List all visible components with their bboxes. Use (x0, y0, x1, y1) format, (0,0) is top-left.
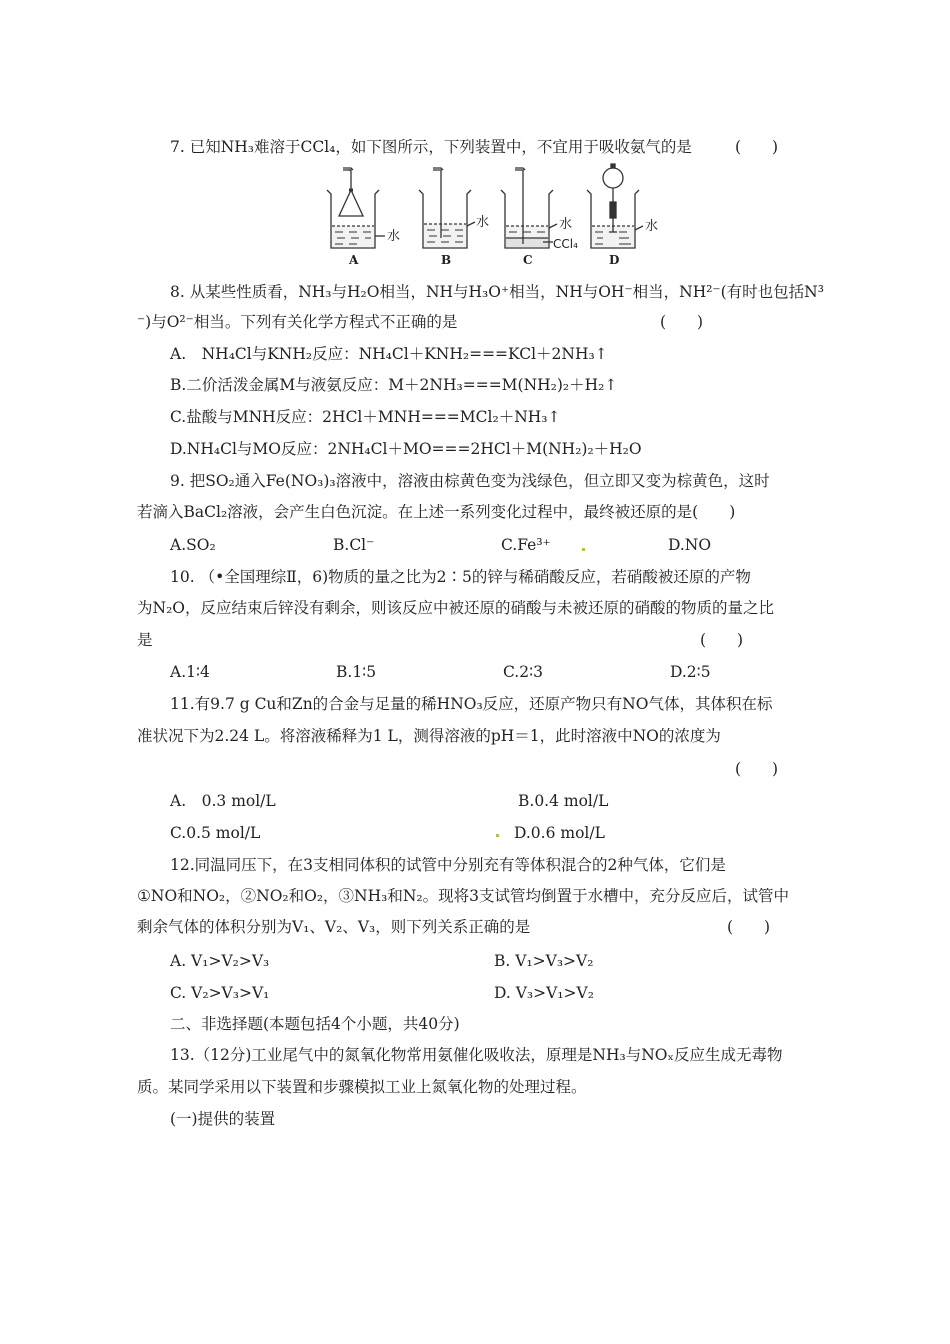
q10-option-c: C.2∶3 (503, 663, 543, 681)
q8-stem-line2: ⁻)与O²⁻相当。下列有关化学方程式不正确的是 (137, 313, 458, 331)
q7-apparatus-figure (315, 160, 675, 272)
q8-option-c: C.盐酸与MNH反应：2HCl＋MNH===MCl₂＋NH₃↑ (170, 408, 561, 426)
q10-stem-line1: 10. （•全国理综Ⅱ，6)物质的量之比为2∶5的锌与稀硝酸反应，若硝酸被还原的产物 (170, 568, 751, 586)
q12-answer-paren: ( ) (727, 918, 771, 936)
q8-option-b: B.二价活泼金属M与液氨反应：M＋2NH₃===M(NH₂)₂＋H₂↑ (170, 376, 618, 394)
q9-stem-line2: 若滴入BaCl₂溶液，会产生白色沉淀。在上述一系列变化过程中，最终被还原的是( ) (137, 503, 736, 521)
svg-text:水: 水 (559, 217, 573, 232)
q11-option-a: A. 0.3 mol/L (170, 792, 276, 810)
q11-stem-line1: 11.有9.7 g Cu和Zn的合金与足量的稀HNO₃反应，还原产物只有NO气体，其体积在标 (170, 695, 773, 713)
q11-answer-paren: ( ) (735, 760, 779, 778)
svg-text:水: 水 (387, 229, 401, 244)
q8-stem-line1: 8. 从某些性质看，NH₃与H₂O相当，NH与H₃O⁺相当，NH与OH⁻相当，NH²⁻(有时也包括N³ (170, 283, 824, 301)
q11-option-d: D.0.6 mol/L (514, 824, 605, 842)
svg-text:水: 水 (476, 215, 490, 230)
q9-option-b: B.Cl⁻ (333, 536, 375, 554)
q10-stem-line3: 是 (137, 631, 153, 649)
section-two-heading: 二、非选择题(本题包括4个小题，共40分) (170, 1015, 460, 1033)
q7-answer-paren: ( ) (735, 138, 779, 156)
q10-answer-paren: ( ) (700, 631, 744, 649)
q7-stem: 7. 已知NH₃难溶于CCl₄，如下图所示，下列装置中，不宜用于吸收氨气的是 (170, 138, 692, 156)
q12-option-b: B. V₁>V₃>V₂ (494, 952, 594, 970)
q12-option-d: D. V₃>V₁>V₂ (494, 984, 594, 1002)
scan-speck (582, 548, 585, 551)
q8-option-d: D.NH₄Cl与MO反应：2NH₄Cl＋MO===2HCl＋M(NH₂)₂＋H₂O (170, 440, 642, 458)
apparatus-label-d: D (609, 253, 620, 267)
q12-stem-line1: 12.同温同压下，在3支相同体积的试管中分别充有等体积混合的2种气体，它们是 (170, 856, 726, 874)
q10-option-b: B.1∶5 (336, 663, 377, 681)
q12-stem-line3: 剩余气体的体积分别为V₁、V₂、V₃，则下列关系正确的是 (137, 918, 531, 936)
q13-subsection-1: (一)提供的装置 (170, 1110, 276, 1128)
apparatus-label-a: A (349, 253, 359, 267)
q11-stem-line2: 准状况下为2.24 L。将溶液稀释为1 L，测得溶液的pH＝1，此时溶液中NO的浓度为 (137, 727, 721, 745)
q8-option-a: A. NH₄Cl与KNH₂反应：NH₄Cl＋KNH₂===KCl＋2NH₃↑ (170, 345, 608, 363)
q10-stem-line2: 为N₂O，反应结束后锌没有剩余，则该反应中被还原的硝酸与未被还原的硝酸的物质的量之比 (137, 599, 774, 617)
q11-option-b: B.0.4 mol/L (518, 792, 609, 810)
q11-option-c: C.0.5 mol/L (170, 824, 261, 842)
q8-answer-paren: ( ) (660, 313, 704, 331)
q12-stem-line2: ①NO和NO₂，②NO₂和O₂，③NH₃和N₂。现将3支试管均倒置于水槽中，充分反应后，试管中 (137, 887, 789, 905)
apparatus-label-b: B (441, 253, 452, 267)
q9-option-d: D.NO (668, 536, 712, 554)
q12-option-a: A. V₁>V₂>V₃ (170, 952, 270, 970)
apparatus-a (327, 168, 385, 248)
svg-text:CCl₄: CCl₄ (553, 237, 578, 251)
q10-option-d: D.2∶5 (670, 663, 711, 681)
apparatus-b (419, 168, 475, 248)
apparatus-d (587, 164, 643, 248)
q9-option-c: C.Fe³⁺ (501, 536, 551, 554)
apparatus-label-c: C (523, 253, 533, 267)
q12-option-c: C. V₂>V₃>V₁ (170, 984, 270, 1002)
q13-stem-line2: 质。某同学采用以下装置和步骤模拟工业上氮氧化物的处理过程。 (137, 1078, 587, 1096)
q9-stem-line1: 9. 把SO₂通入Fe(NO₃)₃溶液中，溶液由棕黄色变为浅绿色，但立即又变为棕黄色，这时 (170, 472, 770, 490)
scan-speck (496, 834, 499, 837)
svg-text:水: 水 (645, 219, 659, 234)
q13-stem-line1: 13.（12分)工业尾气中的氮氧化物常用氨催化吸收法，原理是NH₃与NOₓ反应生成无毒物 (170, 1046, 783, 1064)
q9-option-a: A.SO₂ (170, 536, 216, 554)
apparatus-c (501, 168, 557, 248)
q10-option-a: A.1∶4 (170, 663, 210, 681)
